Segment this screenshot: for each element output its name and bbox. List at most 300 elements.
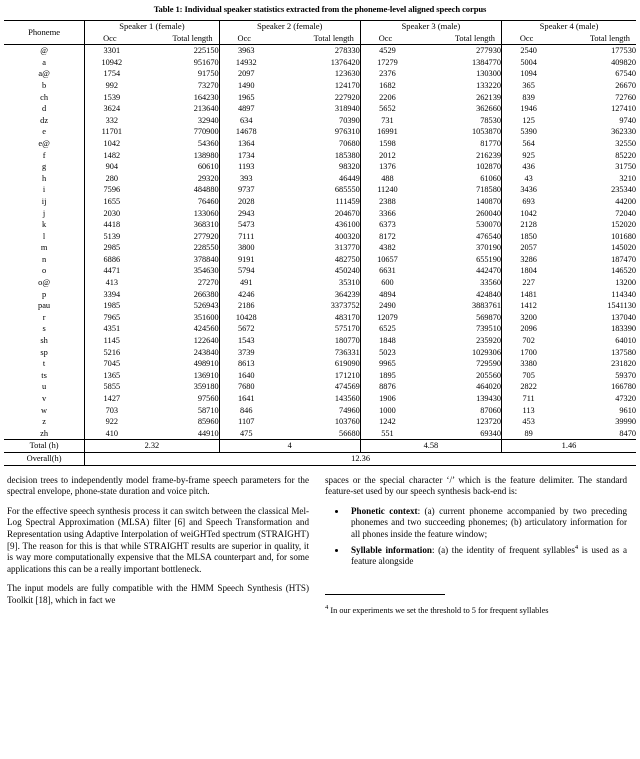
cell-total-length: 130300 (476, 69, 501, 79)
cell-total-length: 35310 (339, 278, 360, 288)
cell-total-length: 76460 (197, 196, 219, 206)
cell-total-length: 146520 (611, 266, 636, 276)
table-head (4, 21, 636, 45)
cell-total-length: 262139 (476, 92, 501, 102)
cell-occ: 10942 (85, 57, 139, 69)
cell-occ: 393 (219, 173, 273, 185)
table-row (4, 242, 636, 254)
table-row (4, 138, 636, 150)
cell-occ: 1364 (219, 138, 273, 150)
cell-total-length: 436100 (334, 220, 360, 230)
cell-phoneme: d (41, 104, 47, 114)
cell-occ: 705 (501, 370, 555, 382)
cell-total-length: 1541130 (607, 301, 636, 311)
cell-occ: 4529 (360, 45, 414, 57)
cell-total-length: 9610 (619, 405, 636, 415)
column-header-speaker-3-occ: Occ (360, 33, 414, 45)
cell-total-length: 483170 (334, 312, 360, 322)
cell-occ: 4897 (219, 103, 273, 115)
cell-total-length: 313770 (334, 243, 360, 253)
cell-total-length: 951670 (193, 57, 219, 67)
cell-total-length: 122640 (193, 336, 219, 346)
cell-occ: 839 (501, 92, 555, 104)
column-header-speaker-1-occ: Occ (85, 33, 139, 45)
cell-occ: 11701 (85, 126, 139, 138)
cell-occ: 8613 (219, 358, 273, 370)
cell-total-length: 32940 (197, 115, 219, 125)
cell-total-length: 370190 (476, 243, 501, 253)
cell-occ: 3436 (501, 184, 555, 196)
cell-total-length: 140870 (476, 196, 501, 206)
cell-occ: 1906 (360, 393, 414, 405)
cell-total-length: 378840 (193, 254, 219, 264)
cell-total-length: 64010 (615, 336, 636, 346)
cell-total-length: 1053870 (471, 127, 501, 137)
cell-total-length: 136910 (193, 370, 219, 380)
cell-phoneme: i (42, 185, 46, 195)
cell-total-length: 9740 (619, 115, 636, 125)
cell-occ: 1376 (360, 161, 414, 173)
cell-occ: 1094 (501, 68, 555, 80)
cell-total-length: 187470 (611, 254, 636, 264)
cell-total-length: 127410 (611, 104, 636, 114)
cell-occ: 5390 (501, 126, 555, 138)
table-row (4, 428, 636, 440)
cell-total-length: 39990 (615, 417, 636, 427)
cell-total-length: 137580 (611, 347, 636, 357)
cell-occ: 453 (501, 416, 555, 428)
cell-phoneme: j (42, 208, 46, 218)
cell-total-length: 69340 (480, 428, 501, 438)
cell-occ: 2540 (501, 45, 555, 57)
cell-occ: 5794 (219, 265, 273, 277)
cell-occ: 7045 (85, 358, 139, 370)
table-row (4, 126, 636, 138)
table-body (4, 45, 636, 440)
table-row (4, 335, 636, 347)
cell-total-length: 359180 (193, 382, 219, 392)
cell-occ: 332 (85, 115, 139, 127)
column-header-speaker-3: Speaker 3 (male) (360, 21, 501, 33)
cell-occ: 1145 (85, 335, 139, 347)
cell-total-length: 85220 (615, 150, 636, 160)
cell-phoneme: zh (40, 428, 49, 438)
table-row (4, 370, 636, 382)
cell-occ: 280 (85, 173, 139, 185)
cell-total-length: 70390 (339, 115, 360, 125)
cell-total-length: 464020 (476, 382, 501, 392)
cell-occ: 992 (85, 80, 139, 92)
cell-phoneme: r (42, 312, 46, 322)
cell-occ: 1965 (219, 92, 273, 104)
paragraph-speech-synthesis-process: For the effective speech synthesis process it can switch between the classical Mel-Log Spectral Approximation (MLSA) filter [6] and Speech Transformation and Representation using Adaptive Interpolation of weiGHTed spectrum (STRAIGHT) [9]. The reason for this is that while STRAIGHT results are superior in quality, it is way more computationally expensive that the MLSA counterpart and, for some applications this can be a really important bottleneck. (7, 505, 309, 574)
total-label: Total (h) (29, 441, 59, 451)
cell-occ: 11240 (360, 184, 414, 196)
table-row (4, 254, 636, 266)
cell-total-length: 409820 (611, 57, 636, 67)
cell-occ: 8172 (360, 231, 414, 243)
speaker-statistics-table (4, 20, 636, 466)
cell-occ: 1754 (85, 68, 139, 80)
table-row (4, 161, 636, 173)
table-row (4, 80, 636, 92)
cell-occ: 2128 (501, 219, 555, 231)
table-row (4, 405, 636, 417)
cell-occ: 1482 (85, 150, 139, 162)
cell-phoneme: n (41, 254, 47, 264)
cell-occ: 5473 (219, 219, 273, 231)
cell-phoneme: e (42, 127, 46, 137)
cell-occ: 634 (219, 115, 273, 127)
column-header-speaker-1-total-length: Total length (172, 33, 213, 43)
cell-occ: 5652 (360, 103, 414, 115)
table-header-sub-row (4, 33, 636, 45)
cell-total-length: 619090 (334, 359, 360, 369)
cell-total-length: 216239 (476, 150, 501, 160)
cell-phoneme: sh (40, 336, 48, 346)
cell-occ: 6886 (85, 254, 139, 266)
table-row (4, 323, 636, 335)
cell-occ: 1042 (85, 138, 139, 150)
cell-total-length: 123630 (334, 69, 360, 79)
paragraph-decision-trees: decision trees to independently model frame-by-frame speech parameters for the spectral envelope, phone-state duration and voice pitch. (7, 474, 309, 497)
cell-total-length: 67540 (615, 69, 636, 79)
cell-total-length: 60610 (197, 162, 219, 172)
cell-occ: 3200 (501, 312, 555, 324)
footnote-body: In our experiments we set the threshold to 5 for frequent syllables (330, 605, 549, 615)
cell-occ: 1848 (360, 335, 414, 347)
cell-phoneme: o@ (38, 278, 51, 288)
cell-total-length: 736331 (334, 347, 360, 357)
cell-occ: 7965 (85, 312, 139, 324)
table-row (4, 219, 636, 231)
cell-total-length: 225150 (193, 46, 219, 56)
table-row (4, 289, 636, 301)
cell-total-length: 1029306 (471, 347, 501, 357)
cell-occ: 5672 (219, 323, 273, 335)
cell-occ: 551 (360, 428, 414, 440)
cell-occ: 4894 (360, 289, 414, 301)
cell-phoneme: e@ (38, 138, 50, 148)
cell-total-length: 424840 (476, 289, 501, 299)
cell-occ: 6373 (360, 219, 414, 231)
cell-total-length: 362330 (611, 127, 636, 137)
cell-occ: 1193 (219, 161, 273, 173)
cell-phoneme: b (41, 80, 47, 90)
cell-total-length: 103760 (334, 417, 360, 427)
cell-occ: 6525 (360, 323, 414, 335)
cell-occ: 3366 (360, 208, 414, 220)
cell-total-length: 685550 (334, 185, 360, 195)
cell-total-length: 442470 (476, 266, 501, 276)
cell-total-length: 235920 (476, 336, 501, 346)
table-row (4, 92, 636, 104)
cell-total-length: 31750 (615, 162, 636, 172)
cell-total-length: 61060 (480, 173, 501, 183)
overall-row (4, 452, 636, 465)
cell-occ: 488 (360, 173, 414, 185)
cell-total-length: 266380 (193, 289, 219, 299)
list-item-text-syllable-after: is used as a feature alongside (351, 544, 627, 567)
cell-occ: 9191 (219, 254, 273, 266)
cell-total-length: 143560 (334, 394, 360, 403)
cell-phoneme: dz (40, 115, 49, 125)
cell-total-length: 32550 (615, 138, 636, 148)
cell-total-length: 364239 (334, 289, 360, 299)
cell-occ: 1000 (360, 405, 414, 417)
cell-total-length: 13200 (615, 278, 636, 288)
cell-occ: 3394 (85, 289, 139, 301)
cell-phoneme: a@ (38, 69, 50, 79)
cell-occ: 4246 (219, 289, 273, 301)
column-header-speaker-2-total-length: Total length (313, 33, 354, 43)
column-header-phoneme: Phoneme (28, 26, 61, 37)
cell-total-length: 152020 (611, 220, 636, 230)
cell-occ: 10428 (219, 312, 273, 324)
cell-occ: 2097 (219, 68, 273, 80)
cell-occ: 16991 (360, 126, 414, 138)
cell-occ: 2388 (360, 196, 414, 208)
cell-occ: 1042 (501, 208, 555, 220)
cell-total-length: 133060 (193, 208, 219, 218)
total-row (4, 440, 636, 453)
table-row (4, 115, 636, 127)
cell-occ: 17279 (360, 57, 414, 69)
cell-occ: 8876 (360, 381, 414, 393)
cell-total-length: 58710 (197, 405, 219, 415)
column-header-speaker-1: Speaker 1 (female) (85, 21, 219, 33)
cell-occ: 2376 (360, 68, 414, 80)
cell-occ: 413 (85, 277, 139, 289)
cell-occ: 1655 (85, 196, 139, 208)
cell-occ: 693 (501, 196, 555, 208)
cell-total-length: 72040 (615, 208, 636, 218)
column-header-speaker-2: Speaker 2 (female) (219, 21, 360, 33)
cell-phoneme: s (42, 324, 46, 334)
cell-total-length: 1376420 (330, 57, 360, 67)
feature-set-list (325, 506, 627, 568)
cell-occ: 1543 (219, 335, 273, 347)
cell-total-length: 277920 (193, 231, 219, 241)
table-row (4, 393, 636, 405)
cell-total-length: 228550 (193, 243, 219, 253)
cell-occ: 3286 (501, 254, 555, 266)
cell-total-length: 166780 (611, 382, 636, 392)
left-column (7, 475, 309, 616)
cell-occ: 1700 (501, 347, 555, 359)
cell-total-length: 180770 (334, 336, 360, 346)
cell-occ: 2490 (360, 300, 414, 312)
total-speaker-3: 4.58 (360, 440, 501, 453)
cell-total-length: 78530 (480, 115, 501, 125)
cell-occ: 1242 (360, 416, 414, 428)
cell-total-length: 85960 (197, 417, 219, 427)
cell-occ: 4418 (85, 219, 139, 231)
cell-occ: 1804 (501, 265, 555, 277)
cell-total-length: 231820 (611, 359, 636, 369)
cell-phoneme: @ (40, 46, 48, 56)
cell-occ: 7680 (219, 381, 273, 393)
list-item-text-syllable-before: : (a) the identity of frequent syllables (431, 544, 575, 555)
cell-total-length: 26670 (615, 80, 636, 90)
cell-occ: 5216 (85, 347, 139, 359)
cell-total-length: 3210 (619, 173, 636, 183)
cell-total-length: 278330 (334, 46, 360, 56)
cell-total-length: 145020 (611, 243, 636, 253)
cell-total-length: 474569 (334, 382, 360, 392)
cell-total-length: 277930 (476, 46, 501, 56)
cell-occ: 1734 (219, 150, 273, 162)
cell-occ: 2028 (219, 196, 273, 208)
cell-phoneme: l (42, 231, 46, 241)
cell-phoneme: o (41, 266, 47, 276)
cell-total-length: 27270 (197, 278, 219, 288)
cell-occ: 702 (501, 335, 555, 347)
table-row (4, 150, 636, 162)
cell-occ: 491 (219, 277, 273, 289)
cell-occ: 703 (85, 405, 139, 417)
cell-occ: 2943 (219, 208, 273, 220)
cell-total-length: 260040 (476, 208, 501, 218)
cell-occ: 125 (501, 115, 555, 127)
table-row (4, 196, 636, 208)
cell-total-length: 185380 (334, 150, 360, 160)
cell-occ: 10657 (360, 254, 414, 266)
cell-total-length: 354630 (193, 266, 219, 276)
cell-occ: 475 (219, 428, 273, 440)
cell-total-length: 98320 (339, 162, 360, 172)
cell-occ: 410 (85, 428, 139, 440)
table-row (4, 173, 636, 185)
overall-label: Overall(h) (26, 453, 62, 463)
cell-total-length: 718580 (476, 185, 501, 195)
cell-occ: 9737 (219, 184, 273, 196)
cell-total-length: 424560 (193, 324, 219, 334)
cell-total-length: 530070 (476, 220, 501, 230)
cell-occ: 2057 (501, 242, 555, 254)
paragraph-feature-delimiter: spaces or the special character ‘/’ which is the feature delimiter. The standard feature-set used by our speech synthesis back-end is: (325, 474, 627, 497)
body-columns (4, 475, 636, 616)
table-row (4, 68, 636, 80)
cell-occ: 436 (501, 161, 555, 173)
cell-occ: 5023 (360, 347, 414, 359)
cell-occ: 731 (360, 115, 414, 127)
cell-total-length: 400320 (334, 231, 360, 241)
cell-occ: 2985 (85, 242, 139, 254)
cell-total-length: 133220 (476, 80, 501, 90)
cell-occ: 89 (501, 428, 555, 440)
total-speaker-4: 1.46 (501, 440, 636, 453)
cell-occ: 3800 (219, 242, 273, 254)
cell-total-length: 526943 (193, 301, 219, 311)
cell-total-length: 729590 (476, 359, 501, 369)
cell-occ: 43 (501, 173, 555, 185)
cell-total-length: 8470 (619, 428, 636, 438)
list-item-text-phonetic-context: : (a) current phoneme accompanied by two preceding phonemes and two succeeding phonemes; (b) articulatory information for all phones inside the feature window; (351, 505, 627, 539)
cell-total-length: 70680 (339, 138, 360, 148)
cell-occ: 3739 (219, 347, 273, 359)
cell-occ: 1598 (360, 138, 414, 150)
cell-total-length: 44910 (197, 428, 219, 438)
cell-phoneme: k (41, 220, 47, 230)
cell-occ: 2186 (219, 300, 273, 312)
cell-total-length: 81770 (480, 138, 501, 148)
cell-total-length: 59370 (615, 370, 636, 380)
cell-occ: 1107 (219, 416, 273, 428)
column-header-speaker-4-occ: Occ (501, 33, 555, 45)
cell-total-length: 655190 (476, 254, 501, 264)
cell-occ: 1539 (85, 92, 139, 104)
cell-total-length: 368310 (193, 220, 219, 230)
cell-occ: 711 (501, 393, 555, 405)
footnote-reference-4: 4 (574, 543, 579, 551)
cell-occ: 4471 (85, 265, 139, 277)
cell-total-length: 137040 (611, 312, 636, 322)
cell-total-length: 204670 (334, 208, 360, 218)
cell-occ: 6631 (360, 265, 414, 277)
table-row (4, 45, 636, 57)
table-row (4, 300, 636, 312)
cell-total-length: 139430 (476, 394, 501, 403)
cell-total-length: 102870 (476, 162, 501, 172)
cell-occ: 2206 (360, 92, 414, 104)
cell-occ: 5004 (501, 57, 555, 69)
table-row (4, 231, 636, 243)
table-row (4, 358, 636, 370)
cell-total-length: 482750 (334, 254, 360, 264)
cell-total-length: 73270 (197, 80, 219, 90)
cell-total-length: 87060 (480, 405, 501, 415)
cell-phoneme: p (41, 289, 47, 299)
cell-phoneme: w (41, 405, 48, 415)
column-header-speaker-4: Speaker 4 (male) (501, 21, 636, 33)
cell-occ: 14932 (219, 57, 273, 69)
cell-occ: 5139 (85, 231, 139, 243)
total-speaker-1: 2.32 (85, 440, 219, 453)
cell-occ: 2012 (360, 150, 414, 162)
cell-total-length: 3883761 (471, 301, 501, 311)
cell-total-length: 97560 (197, 394, 219, 403)
cell-occ: 1640 (219, 370, 273, 382)
cell-total-length: 227920 (334, 92, 360, 102)
table-row (4, 103, 636, 115)
cell-phoneme: g (41, 162, 47, 172)
cell-total-length: 47320 (615, 394, 636, 403)
cell-total-length: 46449 (339, 173, 360, 183)
cell-occ: 5855 (85, 381, 139, 393)
cell-total-length: 171210 (334, 370, 360, 380)
cell-total-length: 74960 (339, 405, 360, 415)
cell-occ: 1481 (501, 289, 555, 301)
column-header-speaker-3-total-length: Total length (454, 33, 495, 43)
cell-occ: 925 (501, 150, 555, 162)
cell-occ: 2822 (501, 381, 555, 393)
table-row (4, 277, 636, 289)
cell-occ: 12079 (360, 312, 414, 324)
cell-total-length: 3373752 (330, 301, 360, 311)
cell-phoneme: a (42, 57, 46, 67)
cell-occ: 9965 (360, 358, 414, 370)
cell-total-length: 29320 (197, 173, 219, 183)
cell-occ: 1682 (360, 80, 414, 92)
list-item-phonetic-context (347, 506, 627, 541)
cell-total-length: 91750 (197, 69, 219, 79)
cell-occ: 3301 (85, 45, 139, 57)
cell-total-length: 213640 (193, 104, 219, 114)
cell-total-length: 138980 (193, 150, 219, 160)
cell-total-length: 575170 (334, 324, 360, 334)
cell-total-length: 450240 (334, 266, 360, 276)
